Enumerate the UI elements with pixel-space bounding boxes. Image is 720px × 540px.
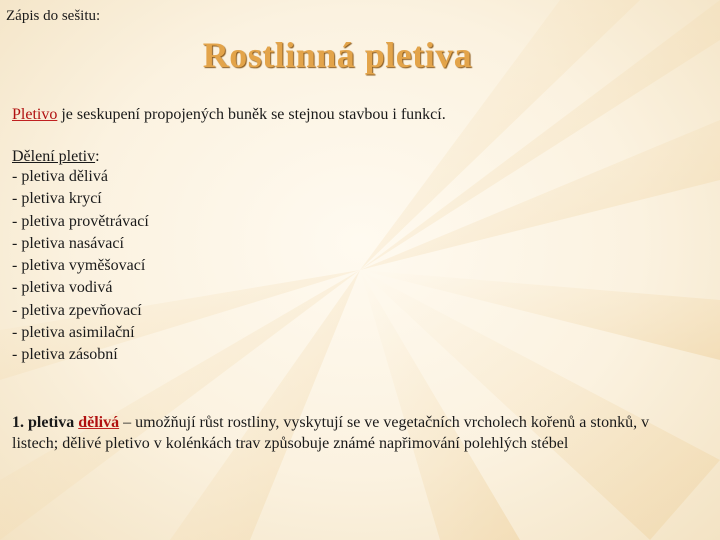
- list-item: - pletiva asimilační: [12, 324, 135, 342]
- detail-text: – umožňují růst rostliny, vyskytují se ve vegetačních vrcholech kořenů a stonků, v listech; dělivé pletivo v kolénkách trav způsobuje známé napřimování polehlých stébel: [12, 414, 650, 452]
- list-item: - pletiva nasávací: [12, 234, 124, 252]
- division-heading: Dělení pletiv: [12, 148, 96, 165]
- definition-term: Pletivo: [12, 106, 58, 123]
- list-item: - pletiva vodivá: [12, 279, 113, 297]
- list-item: - pletiva krycí: [12, 190, 102, 208]
- list-item: - pletiva zpevňovací: [12, 301, 142, 319]
- division-heading-line: [12, 148, 149, 166]
- list-item: - pletiva zásobní: [12, 346, 118, 364]
- heading-label: Zápis do sešitu:: [6, 8, 101, 24]
- detail-paragraph: [12, 412, 692, 454]
- detail-term: dělivá: [78, 414, 120, 431]
- slide-title: [0, 34, 720, 76]
- list-item: - pletiva provětrávací: [12, 212, 149, 230]
- tissue-type-list: [12, 166, 149, 367]
- definition-paragraph: [12, 106, 446, 124]
- definition-text: je seskupení propojených buněk se stejnou stavbou i funkcí.: [57, 106, 446, 123]
- detail-number: 1. pletiva: [12, 414, 79, 431]
- division-section: [12, 148, 149, 367]
- list-item: - pletiva dělivá: [12, 168, 108, 185]
- division-heading-colon: :: [95, 148, 100, 165]
- slide-title-text: Rostlinná pletiva: [202, 35, 473, 75]
- list-item: - pletiva vyměšovací: [12, 257, 146, 275]
